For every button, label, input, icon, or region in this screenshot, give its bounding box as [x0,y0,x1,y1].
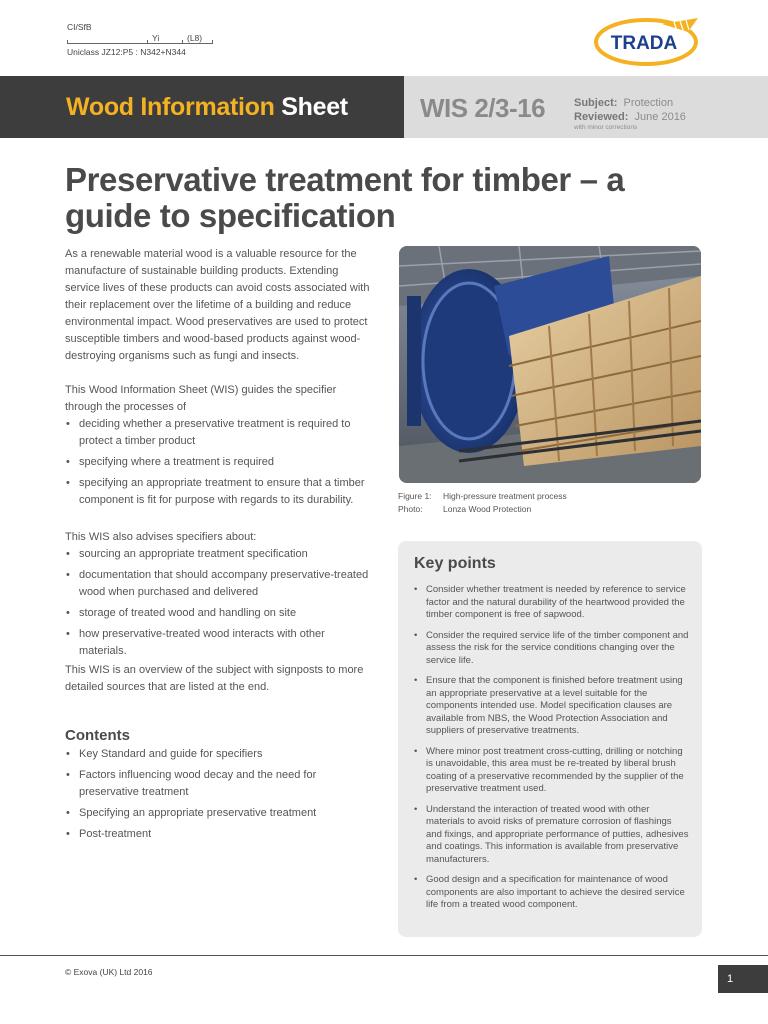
cisfb-l8: (L8) [187,33,203,43]
series-title-part1: Wood Information [66,93,275,121]
uniclass-code: Uniclass JZ12:P5 : N342+N344 [67,47,186,57]
cisfb-yi: Yi [152,33,160,43]
reviewed-label: Reviewed: [574,111,629,123]
sheet-meta [574,96,686,124]
page-title: Preservative treatment for timber – a guide to specification [65,161,625,234]
intro-paragraph-1 [65,246,375,365]
contents-item: • Key Standard and guide for specifiers [65,746,375,763]
figure-caption [398,490,567,516]
list-item: • documentation that should accompany preservative-treated wood when purchased and delivered [65,567,375,601]
list-item: • deciding whether a preservative treatment is required to protect a timber product [65,416,375,450]
list-item: • specifying an appropriate treatment to ensure that a timber component is fit for purpose with regards to its durability. [65,475,375,509]
key-point: • Where minor post treatment cross-cutting, drilling or notching is unavoidable, this area must be re-treated by liberal brush coating of a preservative recommended by the supplier of the preservative treatment used. [413,746,689,796]
classification-rule [67,43,213,44]
revision-note: with minor corrections [574,124,638,131]
photo-label: Photo: [398,504,423,514]
figure-text: High-pressure treatment process [443,491,567,501]
contents-item: • Specifying an appropriate preservative treatment [65,805,375,822]
figure-label: Figure 1: [398,491,432,501]
key-point: • Consider the required service life of the timber component and assess the risk for the service conditions changing over the service life. [413,630,689,668]
advice-list [65,546,375,660]
page-number-box [718,965,768,993]
list-item: • specifying where a treatment is required [65,454,375,471]
key-points-list [413,584,689,920]
intro-section-2 [65,382,375,513]
contents-heading: Contents [65,727,130,744]
cisfb-code: CI/SfB [67,22,92,32]
list-item: • sourcing an appropriate treatment specification [65,546,375,563]
key-point: • Understand the interaction of treated wood with other materials to avoid risks of premature corrosion of flashings and fixings, and appropriate performance of putties, adhesives and coatings. This information is available from preservative manufacturers. [413,804,689,867]
intro-text-1: As a renewable material wood is a valuable resource for the manufacture of sustainable building products. Extending service lives of these products can avoid costs associated with their replacement over the lifetime of a building and reduce environmental impact. Wood preservatives are used to protect susceptible timbers and wood-based products against wood-destroying organisms such as fungi and insects. [65,248,370,362]
key-point: • Consider whether treatment is needed by reference to service factor and the natural durability of the heartwood provided the timber component is free of sapwood. [413,584,689,622]
intro-paragraph-4 [65,662,375,696]
treatment-process-photo [399,246,701,483]
contents-item: • Post-treatment [65,826,375,843]
intro-section-3 [65,529,375,664]
subject-label: Subject: [574,97,618,109]
list-item: • how preservative-treated wood interacts with other materials. [65,626,375,660]
page-number: 1 [727,973,734,985]
series-title [66,93,348,122]
intro-text-2: This Wood Information Sheet (WIS) guides the specifier through the processes of [65,384,337,413]
photo-credit: Lonza Wood Protection [443,504,532,514]
logo-text: TRADA [610,33,678,54]
key-point: • Ensure that the component is finished before treatment using an appropriate preservative at a level suitable for the components intended use. Model specification clauses are available from NBS, the Wood Protection Association and suppliers of preservative treatments. [413,675,689,738]
contents-section [65,746,375,847]
footer-rule [0,955,768,956]
process-list [65,416,375,509]
sheet-number: WIS 2/3-16 [420,93,546,123]
intro-text-4: This WIS is an overview of the subject with signposts to more detailed sources that are listed at the end. [65,664,364,693]
contents-item: • Factors influencing wood decay and the need for preservative treatment [65,767,375,801]
intro-text-3: This WIS also advises specifiers about: [65,531,257,543]
contents-list [65,746,375,843]
key-point: • Good design and a specification for maintenance of wood components are also important to achieve the desired service life from a treated wood component. [413,874,689,912]
copyright: © Exova (UK) Ltd 2016 [65,967,153,977]
key-points-heading: Key points [414,555,496,572]
trada-logo [592,16,704,68]
list-item: • storage of treated wood and handling on site [65,605,375,622]
series-title-part2: Sheet [281,93,348,121]
subject-value: Protection [623,97,674,109]
reviewed-value: June 2016 [634,111,686,123]
